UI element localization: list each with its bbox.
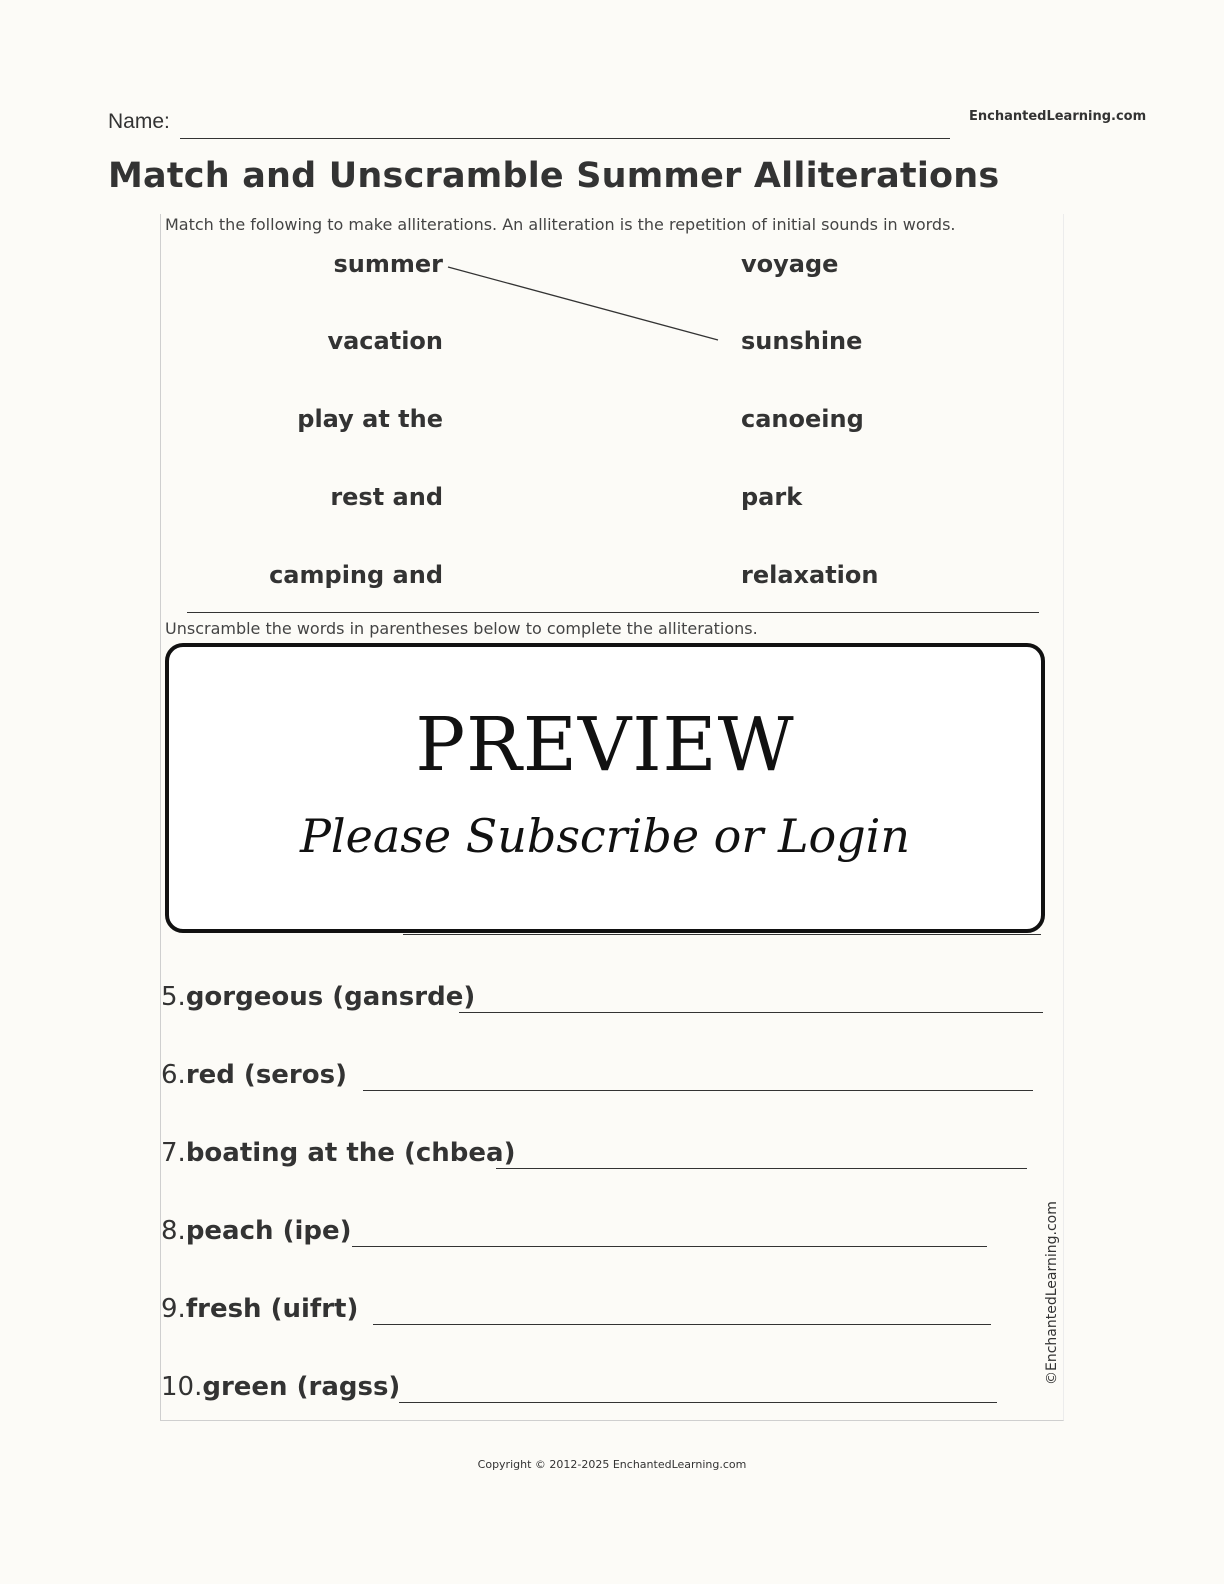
- right-word-3: canoeing: [741, 405, 864, 433]
- section-divider: [187, 612, 1039, 613]
- unscramble-item-8: 8.peach (ipe): [161, 1216, 352, 1246]
- unscramble-item-9: 9.fresh (uifrt): [161, 1294, 359, 1324]
- unscramble-instructions: Unscramble the words in parentheses below to complete the alliterations.: [165, 619, 758, 638]
- name-label: Name:: [108, 110, 170, 133]
- answer-line-9[interactable]: [373, 1324, 991, 1325]
- left-word-2: vacation: [327, 327, 443, 355]
- unscramble-item-5: 5.gorgeous (gansrde): [161, 982, 476, 1012]
- preview-title: PREVIEW: [415, 702, 795, 788]
- right-word-2: sunshine: [741, 327, 863, 355]
- right-word-4: park: [741, 483, 803, 511]
- preview-subtitle[interactable]: Please Subscribe or Login: [299, 809, 911, 863]
- site-logo[interactable]: EnchantedLearning.com: [969, 109, 1147, 124]
- left-word-1: summer: [333, 250, 443, 278]
- vertical-watermark: ©EnchantedLearning.com: [1044, 1201, 1060, 1385]
- left-word-4: rest and: [330, 483, 443, 511]
- answer-line-4[interactable]: [403, 934, 1041, 935]
- left-word-5: camping and: [269, 561, 443, 589]
- answer-line-8[interactable]: [352, 1246, 987, 1247]
- copyright-footer: Copyright © 2012-2025 EnchantedLearning.com: [477, 1458, 747, 1471]
- unscramble-item-6: 6.red (seros): [161, 1060, 347, 1090]
- matching-instructions: Match the following to make alliterations. An alliteration is the repetition of initial sounds in words.: [165, 215, 956, 234]
- page-title: Match and Unscramble Summer Alliterations: [108, 156, 1000, 196]
- right-word-1: voyage: [741, 250, 839, 278]
- answer-line-5[interactable]: [459, 1012, 1043, 1013]
- unscramble-item-7: 7.boating at the (chbea): [161, 1138, 516, 1168]
- left-word-3: play at the: [297, 405, 443, 433]
- answer-line-7[interactable]: [496, 1168, 1027, 1169]
- answer-line-10[interactable]: [399, 1402, 997, 1403]
- answer-line-6[interactable]: [363, 1090, 1033, 1091]
- preview-overlay[interactable]: [165, 643, 1045, 933]
- unscramble-item-10: 10.green (ragss): [161, 1372, 401, 1402]
- name-line: [180, 138, 950, 139]
- right-word-5: relaxation: [741, 561, 879, 589]
